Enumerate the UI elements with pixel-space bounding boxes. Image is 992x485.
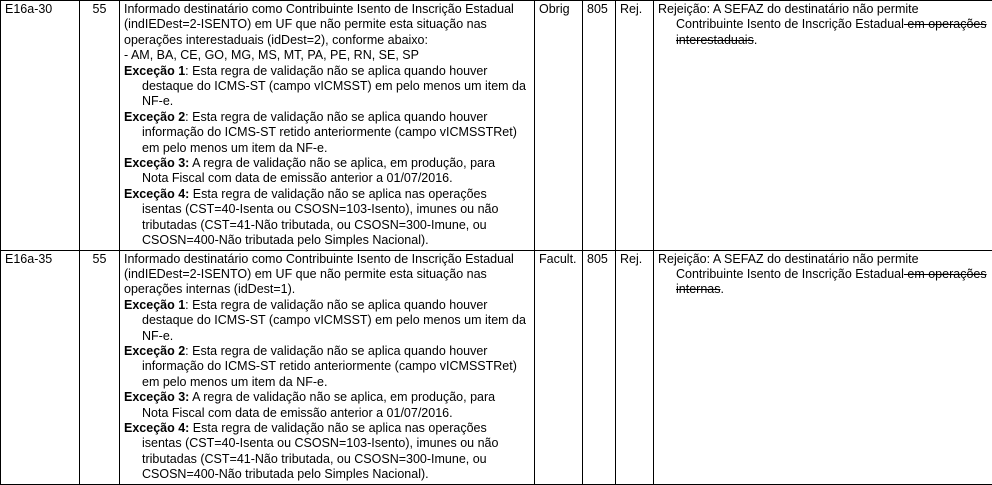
message-line-1: Rejeição: A SEFAZ do destinatário não permite — [658, 2, 919, 16]
description-intro: Informado destinatário como Contribuinte Isento de Inscrição Estadual (indIEDest=2-ISENTO) em UF que não permite esta situação nas operações interestaduais (idDest=2), conforme abaixo: — [124, 2, 530, 48]
exception-label: Exceção 1 — [124, 64, 185, 78]
exception-label: Exceção 2 — [124, 110, 185, 124]
model-number: 55 — [80, 1, 120, 251]
rejection-code: 805 — [583, 250, 616, 484]
exception-3 — [124, 156, 530, 187]
exception-text-cont: isentas (CST=40-Isenta ou CSOSN=103-Isento), imunes ou não tributadas (CST=41-Não tributada, ou CSOSN=300-Imune, ou CSOSN=400-Não tributada pelo Simples Nacional). — [142, 202, 530, 248]
exception-text: : Esta regra de validação não se aplica quando houver — [185, 110, 487, 124]
exception-1 — [124, 64, 530, 110]
exception-text: A regra de validação não se aplica, em produção, para — [189, 156, 495, 170]
rejection-message — [654, 1, 992, 251]
exception-text: Esta regra de validação não se aplica nas operações — [189, 187, 486, 201]
exception-text: : Esta regra de validação não se aplica quando houver — [185, 64, 487, 78]
exception-text-cont: Nota Fiscal com data de emissão anterior a 01/07/2016. — [142, 406, 530, 421]
uf-list: - AM, BA, CE, GO, MG, MS, MT, PA, PE, RN, SE, SP — [124, 48, 530, 63]
exception-3 — [124, 390, 530, 421]
exception-label: Exceção 3: — [124, 156, 189, 170]
effect: Rej. — [616, 1, 654, 251]
applicability: Obrig — [535, 1, 583, 251]
exception-1 — [124, 298, 530, 344]
exception-label: Exceção 1 — [124, 298, 185, 312]
rule-id: E16a-30 — [1, 1, 80, 251]
exception-text: : Esta regra de validação não se aplica quando houver — [185, 344, 487, 358]
exception-label: Exceção 3: — [124, 390, 189, 404]
exception-2 — [124, 110, 530, 156]
rejection-message — [654, 250, 992, 484]
rule-description — [120, 250, 535, 484]
message-line-2 — [676, 17, 988, 48]
exception-text: A regra de validação não se aplica, em produção, para — [189, 390, 495, 404]
exception-text-cont: destaque do ICMS-ST (campo vICMSST) em pelo menos um item da NF-e. — [142, 79, 530, 110]
message-text: Contribuinte Isento de Inscrição Estadual — [676, 267, 904, 281]
table-row — [1, 1, 992, 251]
message-line-2 — [676, 267, 988, 298]
rejection-code: 805 — [583, 1, 616, 251]
exception-label: Exceção 2 — [124, 344, 185, 358]
rule-id: E16a-35 — [1, 250, 80, 484]
exception-label: Exceção 4: — [124, 421, 189, 435]
exception-text-cont: informação do ICMS-ST retido anteriormente (campo vICMSSTRet) em pelo menos um item da NF-e. — [142, 359, 530, 390]
exception-text: Esta regra de validação não se aplica nas operações — [189, 421, 486, 435]
model-number: 55 — [80, 250, 120, 484]
exception-text-cont: destaque do ICMS-ST (campo vICMSST) em pelo menos um item da NF-e. — [142, 313, 530, 344]
description-intro: Informado destinatário como Contribuinte Isento de Inscrição Estadual (indIEDest=2-ISENTO) em UF que não permite esta situação nas operações internas (idDest=1). — [124, 252, 530, 298]
exception-text-cont: Nota Fiscal com data de emissão anterior a 01/07/2016. — [142, 171, 530, 186]
exception-text-cont: isentas (CST=40-Isenta ou CSOSN=103-Isento), imunes ou não tributadas (CST=41-Não tributada, ou CSOSN=300-Imune, ou CSOSN=400-Não tributada pelo Simples Nacional). — [142, 436, 530, 482]
exception-label: Exceção 4: — [124, 187, 189, 201]
exception-2 — [124, 344, 530, 390]
effect: Rej. — [616, 250, 654, 484]
table-row — [1, 250, 992, 484]
struck-text: em operações internas — [676, 267, 987, 296]
exception-text: : Esta regra de validação não se aplica quando houver — [185, 298, 487, 312]
message-end: . — [754, 33, 757, 47]
exception-4 — [124, 187, 530, 249]
exception-text-cont: informação do ICMS-ST retido anteriormente (campo vICMSSTRet) em pelo menos um item da NF-e. — [142, 125, 530, 156]
message-text: Contribuinte Isento de Inscrição Estadual — [676, 17, 904, 31]
exception-4 — [124, 421, 530, 483]
struck-text: em operações interestaduais — [676, 17, 987, 46]
message-end: . — [720, 282, 723, 296]
rule-description — [120, 1, 535, 251]
applicability: Facult. — [535, 250, 583, 484]
message-line-1: Rejeição: A SEFAZ do destinatário não permite — [658, 252, 919, 266]
